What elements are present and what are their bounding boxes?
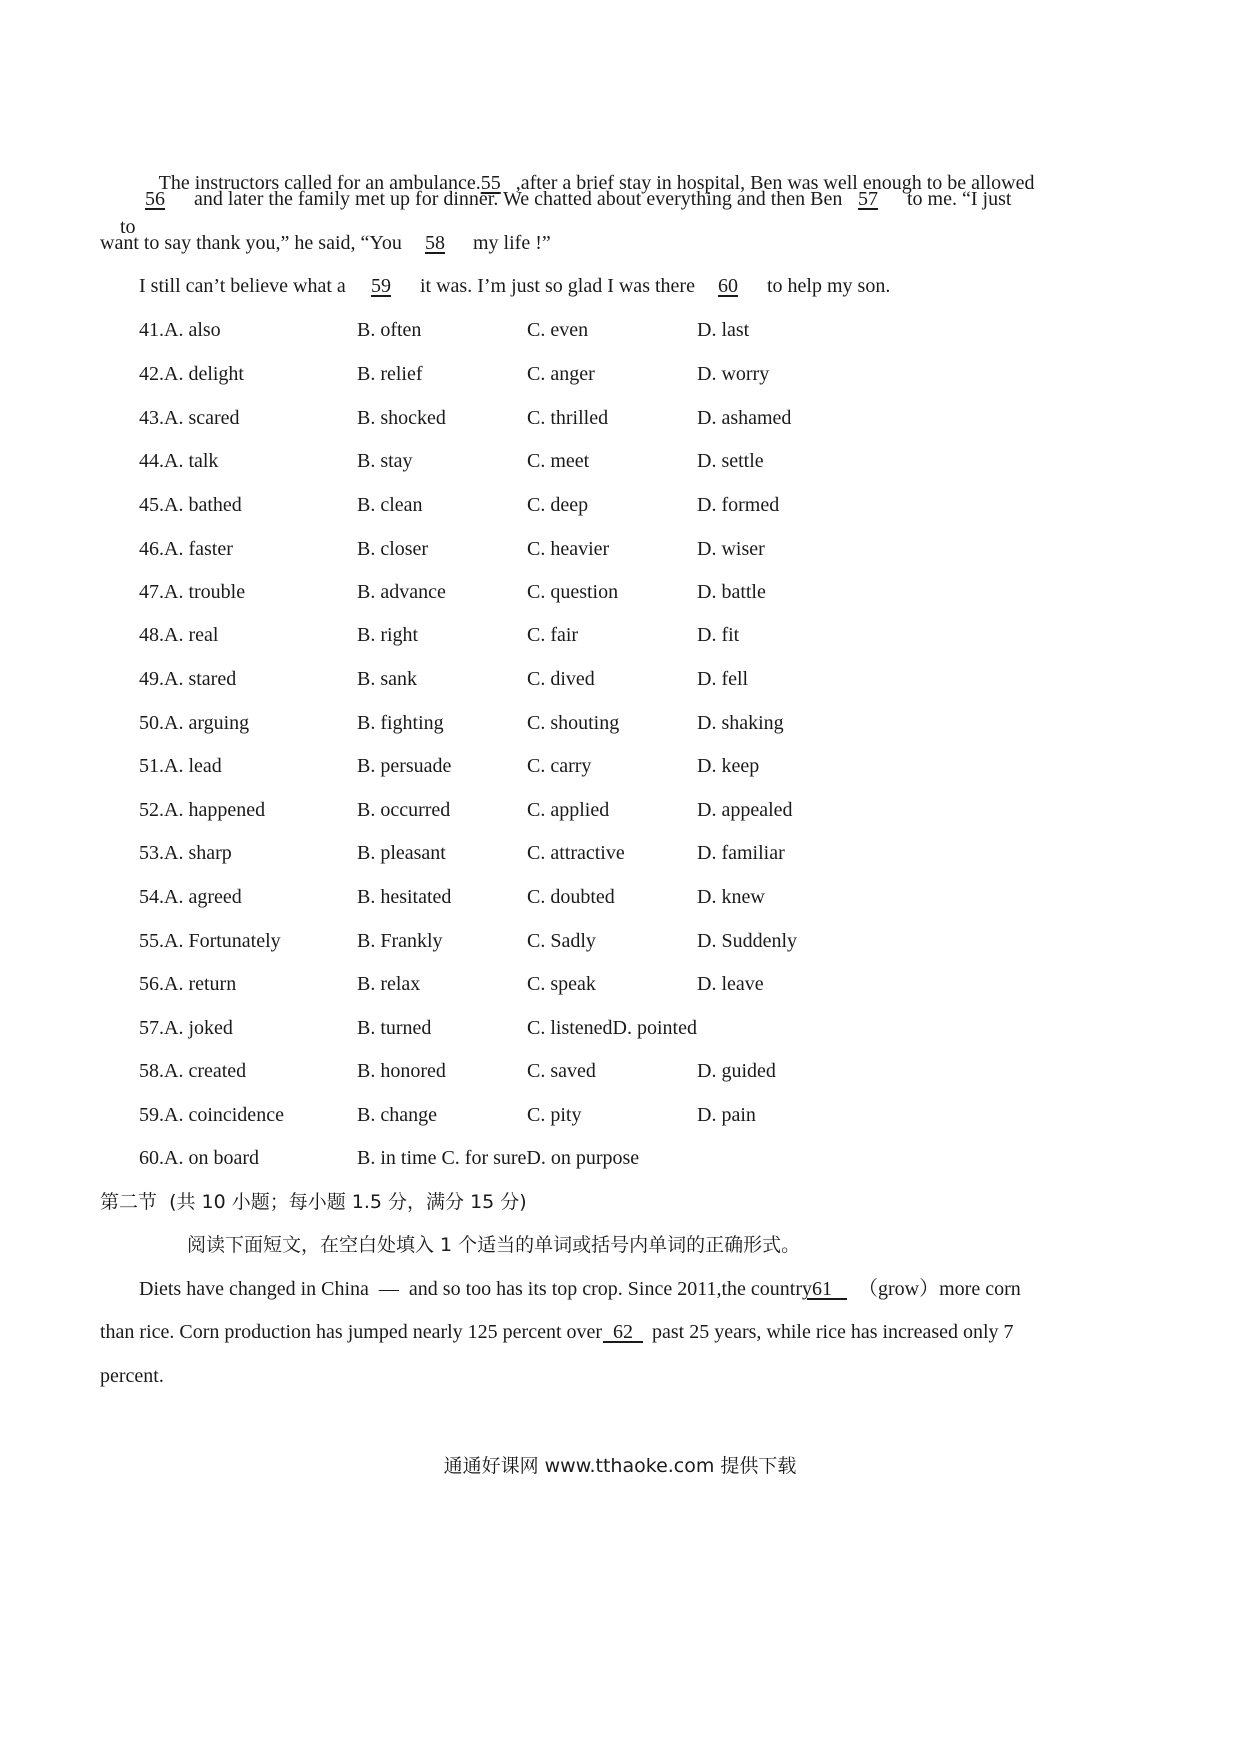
blank-56: 56 [145, 188, 165, 210]
option-42-b: B. relief [357, 363, 423, 385]
option-49-b: B. sank [357, 668, 417, 690]
option-54-b: B. hesitated [357, 886, 452, 908]
blank-61: 61 [812, 1278, 832, 1300]
passage-line-4-mid: it was. I’m just so glad I was there [420, 275, 695, 297]
option-46-d: D. wiser [697, 538, 765, 560]
option-51-a: 51.A. lead [139, 755, 222, 777]
blank-62: 62 [613, 1321, 633, 1343]
option-42-d: D. worry [697, 363, 770, 385]
blank-58: 58 [425, 232, 445, 254]
option-47-c: C. question [527, 581, 619, 603]
option-48-b: B. right [357, 624, 419, 646]
option-55-b: B. Frankly [357, 930, 443, 952]
option-57-a: 57.A. joked [139, 1017, 233, 1039]
passage2-line-2-end: past 25 years, while rice has increased only 7 [652, 1321, 1014, 1343]
passage-line-2: to [120, 216, 136, 238]
passage2-line-1-end: （grow）more corn [858, 1278, 1021, 1300]
option-49-c: C. dived [527, 668, 595, 690]
option-41-a: 41.A. also [139, 319, 221, 341]
option-48-d: D. fit [697, 624, 740, 646]
passage-line-2-mid: and later the family met up for dinner. We chatted about everything and then Ben [194, 188, 843, 210]
option-53-b: B. pleasant [357, 842, 446, 864]
option-50-b: B. fighting [357, 712, 444, 734]
option-41-d: D. last [697, 319, 750, 341]
option-43-c: C. thrilled [527, 407, 609, 429]
option-58-c: C. saved [527, 1060, 596, 1082]
option-50-d: D. shaking [697, 712, 784, 734]
option-44-b: B. stay [357, 450, 413, 472]
option-57-cd: C. listenedD. pointed [527, 1017, 697, 1039]
option-59-d: D. pain [697, 1104, 756, 1126]
option-59-a: 59.A. coincidence [139, 1104, 284, 1126]
passage-line-3-end: my life !” [473, 232, 551, 254]
option-46-c: C. heavier [527, 538, 610, 560]
option-52-c: C. applied [527, 799, 610, 821]
option-50-c: C. shouting [527, 712, 620, 734]
option-57-b: B. turned [357, 1017, 432, 1039]
option-52-a: 52.A. happened [139, 799, 266, 821]
option-45-c: C. deep [527, 494, 589, 516]
option-44-c: C. meet [527, 450, 590, 472]
option-53-a: 53.A. sharp [139, 842, 232, 864]
option-54-d: D. knew [697, 886, 765, 908]
option-45-a: 45.A. bathed [139, 494, 242, 516]
section2-heading: 第二节 (共 10 小题；每小题 1.5 分，满分 15 分) [100, 1191, 527, 1213]
page-footer: 通通好课网 www.tthaoke.com 提供下载 [443, 1455, 797, 1477]
option-53-c: C. attractive [527, 842, 625, 864]
passage-line-1: The instructors called for an ambulance.55 ,after a brief stay in hospital, Ben was well enough to be allowed [158, 172, 1035, 194]
passage-line-4: I still can’t believe what a [139, 275, 346, 297]
option-56-c: C. speak [527, 973, 596, 995]
option-46-b: B. closer [357, 538, 429, 560]
blank-60: 60 [718, 275, 738, 297]
section2-instruction: 阅读下面短文，在空白处填入 1 个适当的单词或括号内单词的正确形式。 [187, 1234, 801, 1256]
option-52-d: D. appealed [697, 799, 793, 821]
option-54-c: C. doubted [527, 886, 615, 908]
option-48-c: C. fair [527, 624, 579, 646]
passage2-line-1: Diets have changed in China — and so too has its top crop. Since 2011,the country [139, 1278, 813, 1300]
option-41-b: B. often [357, 319, 422, 341]
passage2-line-3: percent. [100, 1365, 164, 1387]
option-43-b: B. shocked [357, 407, 446, 429]
option-59-c: C. pity [527, 1104, 582, 1126]
option-51-d: D. keep [697, 755, 760, 777]
option-55-c: C. Sadly [527, 930, 596, 952]
option-54-a: 54.A. agreed [139, 886, 242, 908]
passage-line-3: want to say thank you,” he said, “You [100, 232, 402, 254]
option-56-b: B. relax [357, 973, 421, 995]
option-49-a: 49.A. stared [139, 668, 237, 690]
passage2-line-2: than rice. Corn production has jumped nearly 125 percent over [100, 1321, 603, 1343]
option-52-b: B. occurred [357, 799, 451, 821]
option-44-a: 44.A. talk [139, 450, 219, 472]
blank-59: 59 [371, 275, 391, 297]
blank-57: 57 [858, 188, 878, 210]
option-60-bcd: B. in time C. for sureD. on purpose [357, 1147, 640, 1169]
option-44-d: D. settle [697, 450, 764, 472]
option-49-d: D. fell [697, 668, 749, 690]
option-47-a: 47.A. trouble [139, 581, 246, 603]
option-47-d: D. battle [697, 581, 766, 603]
option-43-a: 43.A. scared [139, 407, 240, 429]
option-47-b: B. advance [357, 581, 446, 603]
option-51-b: B. persuade [357, 755, 452, 777]
option-43-d: D. ashamed [697, 407, 792, 429]
option-56-d: D. leave [697, 973, 764, 995]
blank-55: 55 [480, 172, 501, 194]
option-42-a: 42.A. delight [139, 363, 244, 385]
option-58-a: 58.A. created [139, 1060, 247, 1082]
option-45-d: D. formed [697, 494, 780, 516]
option-53-d: D. familiar [697, 842, 785, 864]
option-58-d: D. guided [697, 1060, 776, 1082]
passage-line-4-end: to help my son. [767, 275, 891, 297]
option-59-b: B. change [357, 1104, 437, 1126]
option-48-a: 48.A. real [139, 624, 219, 646]
option-51-c: C. carry [527, 755, 592, 777]
option-41-c: C. even [527, 319, 589, 341]
option-60-a: 60.A. on board [139, 1147, 259, 1169]
option-55-d: D. Suddenly [697, 930, 797, 952]
option-58-b: B. honored [357, 1060, 446, 1082]
option-42-c: C. anger [527, 363, 595, 385]
option-46-a: 46.A. faster [139, 538, 233, 560]
option-45-b: B. clean [357, 494, 423, 516]
option-50-a: 50.A. arguing [139, 712, 250, 734]
passage-line-2-end: to me. “I just [907, 188, 1012, 210]
option-55-a: 55.A. Fortunately [139, 930, 281, 952]
option-56-a: 56.A. return [139, 973, 237, 995]
